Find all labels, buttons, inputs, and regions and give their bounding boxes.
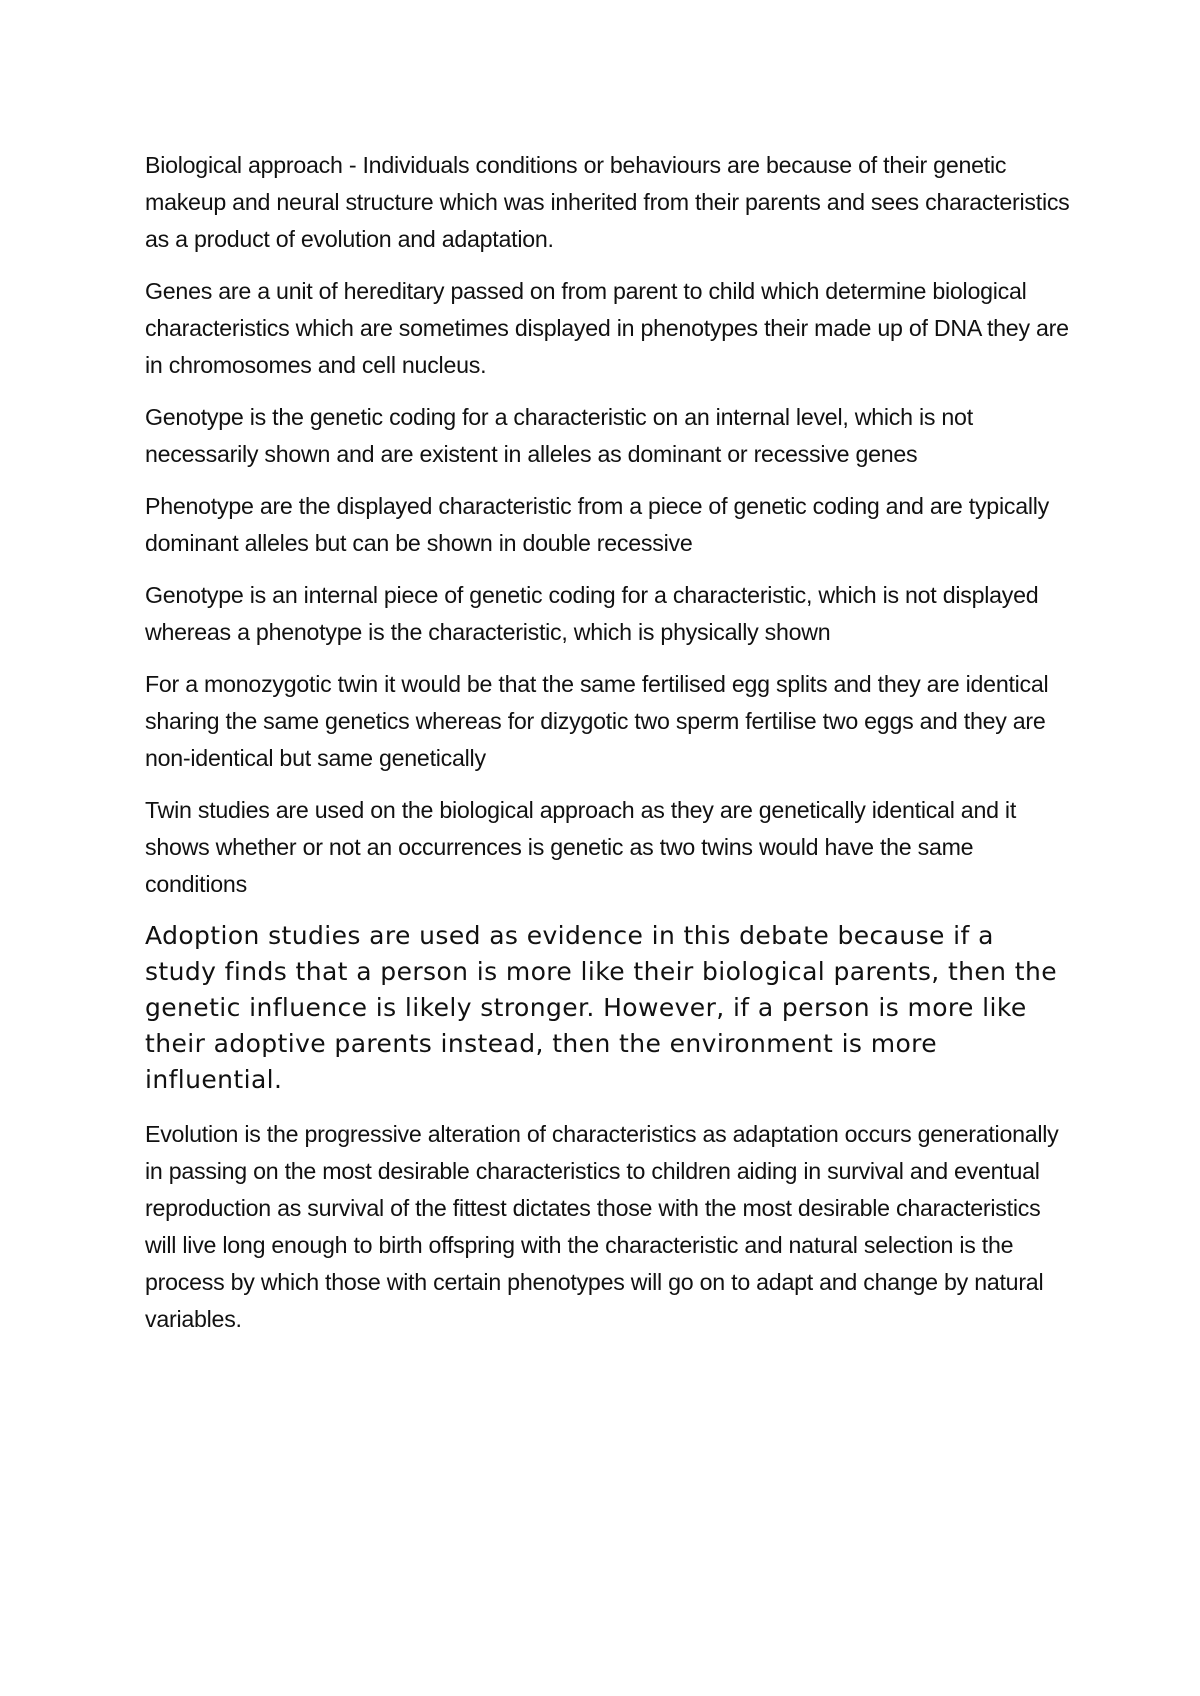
document-body [145,147,1070,1353]
paragraph-biological-approach: Biological approach - Individuals conditions or behaviours are because of their genetic makeup and neural structure which was inherited from their parents and sees characteristics as a product of evolution and adaptation. [145,152,1070,252]
paragraph-twin-studies: Twin studies are used on the biological approach as they are genetically identical and it shows whether or not an occurrences is genetic as two twins would have the same conditions [145,797,1017,897]
paragraph-twins: For a monozygotic twin it would be that the same fertilised egg splits and they are identical sharing the same genetics whereas for dizygotic two sperm fertilise two eggs and they are non-identical but same genetically [145,671,1049,771]
paragraph-genotype-vs-phenotype: Genotype is an internal piece of genetic coding for a characteristic, which is not displayed whereas a phenotype is the characteristic, which is physically shown [145,582,1039,645]
paragraph-genes: Genes are a unit of hereditary passed on from parent to child which determine biological characteristics which are sometimes displayed in phenotypes their made up of DNA they are in chromosomes and cell nucleus. [145,278,1069,378]
paragraph-genotype: Genotype is the genetic coding for a characteristic on an internal level, which is not necessarily shown and are existent in alleles as dominant or recessive genes [145,404,973,467]
paragraph-adoption-studies: Adoption studies are used as evidence in this debate because if a study finds that a person is more like their biological parents, then the genetic influence is likely stronger. However, if a person is more like their adoptive parents instead, then the environment is more influential. [145,921,1057,1094]
paragraph-phenotype: Phenotype are the displayed characteristic from a piece of genetic coding and are typically dominant alleles but can be shown in double recessive [145,493,1049,556]
paragraph-evolution: Evolution is the progressive alteration of characteristics as adaptation occurs generationally in passing on the most desirable characteristics to children aiding in survival and eventual reproduction as survival of the fittest dictates those with the most desirable characteristics will live long enough to birth offspring with the characteristic and natural selection is the process by which those with certain phenotypes will go on to adapt and change by natural variables. [145,1121,1059,1332]
